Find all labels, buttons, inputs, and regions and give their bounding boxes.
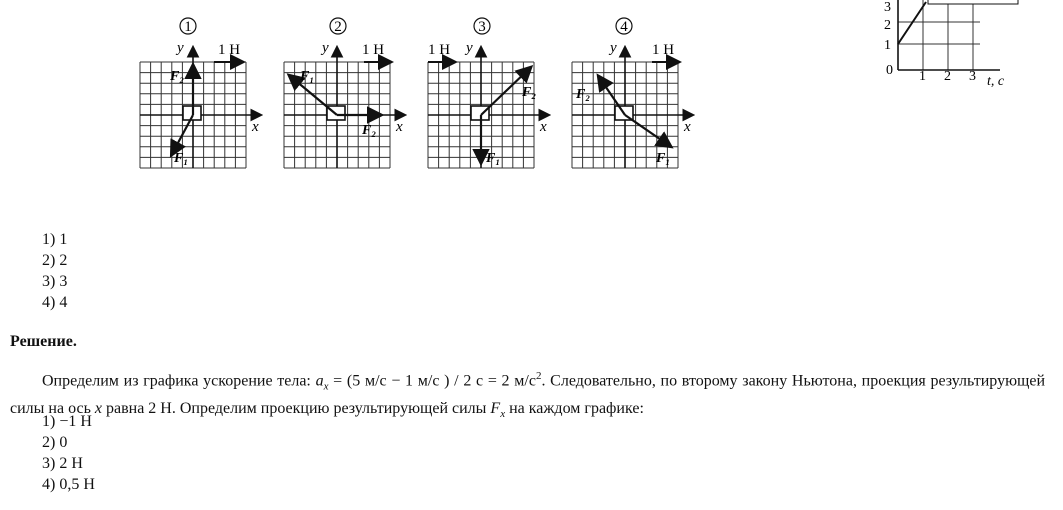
figure-1-number: 1 (184, 19, 192, 35)
figure-1-f2-label: F₂ (170, 69, 185, 84)
solution-answer-1: 1) −1 Н (42, 413, 92, 430)
fx-subscript: x (500, 407, 506, 420)
solution-text-3: . Следовательно, по второму закону Ньютона, проекция результирующей силы на ось (10, 372, 1046, 417)
velocity-tick-y0: 0 (886, 63, 893, 78)
option-4: 4) 4 (42, 294, 68, 311)
figure-4-y-label: y (610, 40, 617, 56)
figure-4 (572, 48, 692, 168)
figure-4-f2-label: F₂ (576, 87, 591, 102)
figure-2-f1-label: F₁ (300, 69, 315, 84)
velocity-tick-y2: 2 (884, 18, 891, 33)
option-3: 3) 3 (42, 273, 68, 290)
ax-subscript: x (323, 380, 329, 393)
velocity-x-label: t, с (987, 74, 1005, 89)
velocity-tick-x1: 1 (919, 69, 926, 84)
figure-3-number: 3 (478, 19, 486, 35)
solution-paragraph (10, 366, 1045, 425)
figure-1-y-label: y (177, 40, 184, 56)
figure-3-f1-label: F₁ (486, 151, 501, 166)
velocity-tick-y3: 3 (884, 0, 891, 15)
solution-text-2: = (5 м/с − 1 м/с ) / 2 с = 2 м/с (328, 372, 536, 390)
figure-1 (140, 48, 260, 168)
option-1: 1) 1 (42, 231, 68, 248)
figure-2-x-label: x (396, 119, 403, 135)
velocity-tick-y1: 1 (884, 38, 891, 53)
figure-4-x-label: x (684, 119, 691, 135)
answer-options (42, 229, 67, 313)
solution-text-5: на каждом графике: (505, 399, 644, 417)
figure-2-y-label: y (322, 40, 329, 56)
solution-title: Решение. (10, 333, 77, 350)
fx-symbol: F (490, 399, 501, 417)
axis-x-symbol: x (94, 399, 102, 417)
figure-2-f2-label: F₂ (362, 123, 377, 138)
figure-3-x-label: x (540, 119, 547, 135)
figure-4-scale-label: 1 Н (652, 42, 675, 58)
ax-symbol: a (315, 372, 324, 390)
velocity-tick-x3: 3 (969, 69, 976, 84)
figure-3-y-label: y (466, 40, 473, 56)
solution-answer-2: 2) 0 (42, 434, 68, 451)
figure-3-scale-label: 1 Н (428, 42, 451, 58)
figure-1-f1-label: F₁ (174, 151, 189, 166)
solution-answer-3: 3) 2 Н (42, 455, 83, 472)
solution-answers (42, 411, 95, 495)
velocity-line (898, 2, 926, 44)
solution-text-4: равна 2 Н. Определим проекцию результирующей силы (101, 399, 491, 417)
velocity-graph-box (928, 0, 1018, 4)
option-2: 2) 2 (42, 252, 68, 269)
figure-1-x-label: x (252, 119, 259, 135)
figure-2-number: 2 (334, 19, 342, 35)
figure-4-number: 4 (620, 19, 628, 35)
force-figures (0, 0, 870, 175)
velocity-graph (860, 0, 1060, 95)
figure-2 (284, 48, 404, 168)
figure-3-f2-label: F₂ (522, 85, 537, 100)
figure-1-scale-label: 1 Н (218, 42, 241, 58)
velocity-tick-x2: 2 (944, 69, 951, 84)
solution-answer-4: 4) 0,5 Н (42, 476, 95, 493)
solution-text-1: Определим из графика ускорение тела: (42, 372, 316, 390)
figure-3 (428, 48, 548, 168)
unit-superscript: 2 (535, 370, 542, 382)
figure-4-f1-label: F₁ (656, 151, 671, 166)
figure-2-scale-label: 1 Н (362, 42, 385, 58)
